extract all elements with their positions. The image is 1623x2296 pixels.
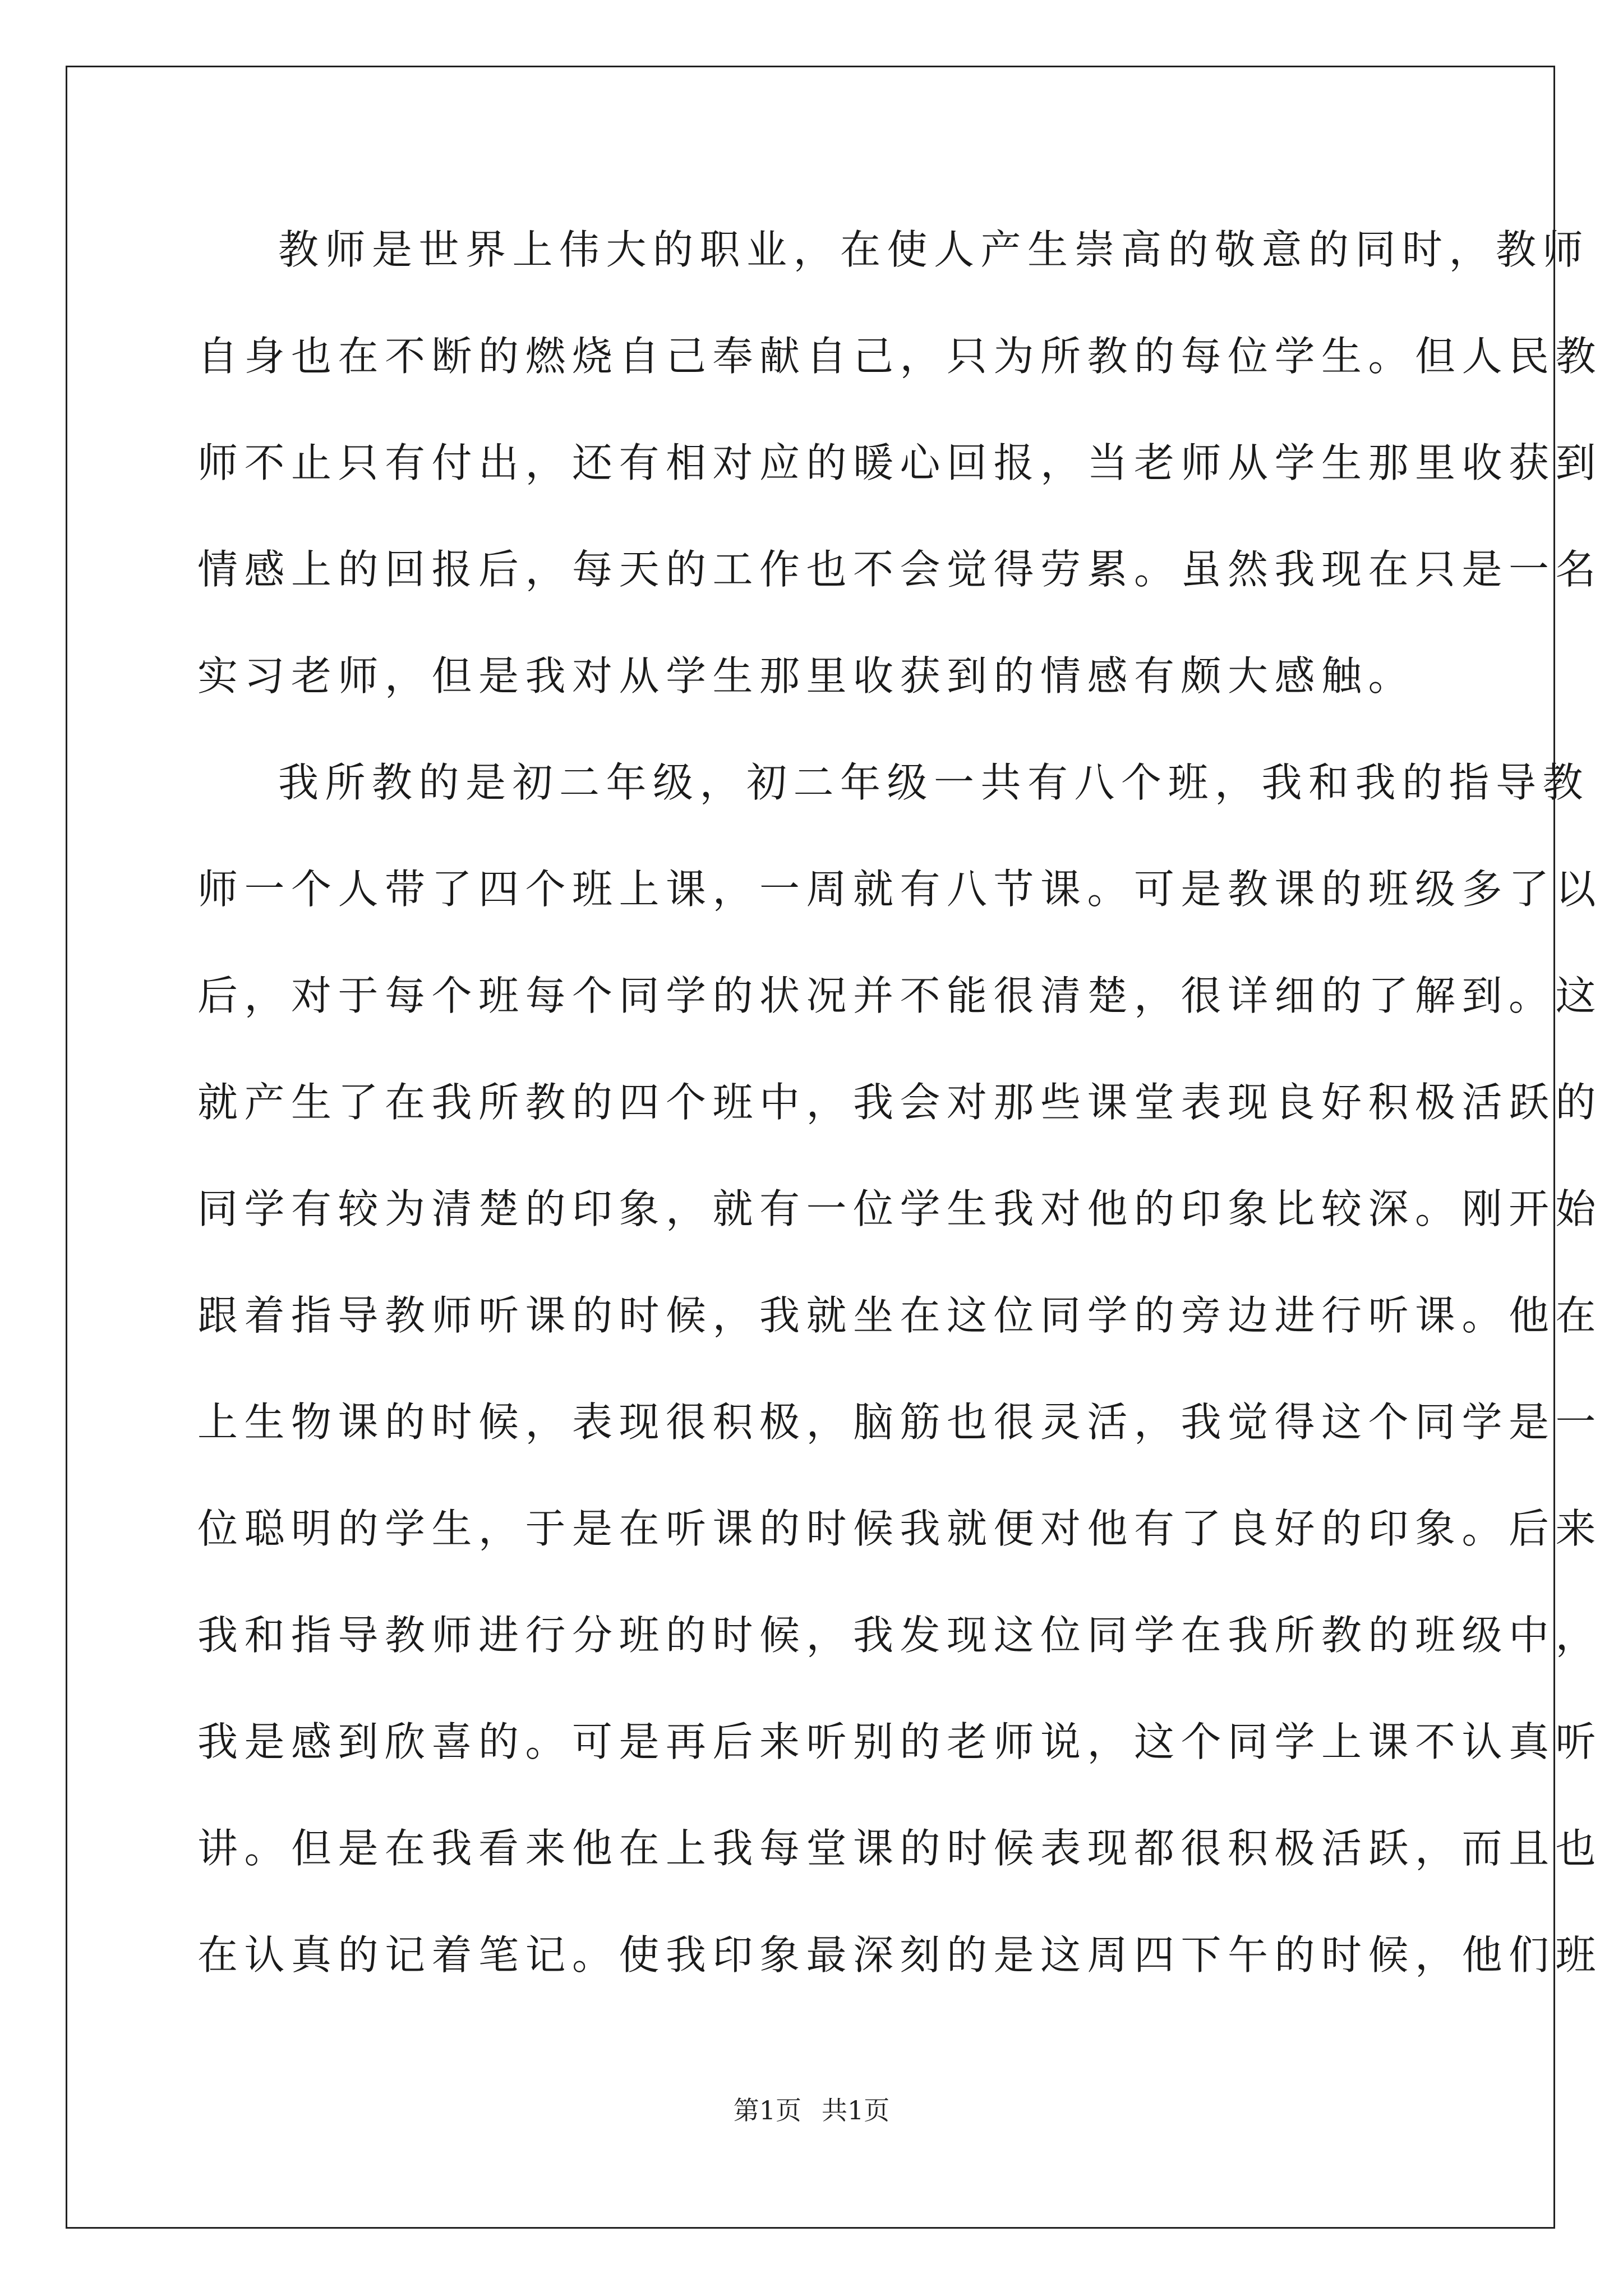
- paragraph-2-line-8: 位聪明的学生，于是在听课的时候我就便对他有了良好的印象。后来: [197, 1505, 1603, 1552]
- paragraph-1-line-3: 师不止只有付出，还有相对应的暖心回报，当老师从学生那里收获到: [197, 439, 1603, 486]
- paragraph-2-line-7: 上生物课的时候，表现很积极，脑筋也很灵活，我觉得这个同学是一: [197, 1398, 1603, 1446]
- paragraph-2-line-12: 在认真的记着笔记。使我印象最深刻的是这周四下午的时候，他们班: [197, 1931, 1603, 1978]
- paragraph-2-line-9: 我和指导教师进行分班的时候，我发现这位同学在我所教的班级中，: [197, 1612, 1603, 1659]
- paragraph-2-line-4: 就产生了在我所教的四个班中，我会对那些课堂表现良好积极活跃的: [197, 1079, 1603, 1126]
- paragraph-1-line-5: 实习老师，但是我对从学生那里收获到的情感有颇大感触。: [197, 652, 1415, 700]
- paragraph-2-line-3: 后，对于每个班每个同学的状况并不能很清楚，很详细的了解到。这: [197, 972, 1603, 1019]
- paragraph-2-line-10: 我是感到欣喜的。可是再后来听别的老师说，这个同学上课不认真听: [197, 1718, 1603, 1765]
- document-body: [197, 216, 1603, 2028]
- paragraph-1-line-4: 情感上的回报后，每天的工作也不会觉得劳累。虽然我现在只是一名: [197, 546, 1603, 593]
- paragraph-2-line-2: 师一个人带了四个班上课，一周就有八节课。可是教课的班级多了以: [197, 866, 1603, 913]
- paragraph-2-line-6: 跟着指导教师听课的时候，我就坐在这位同学的旁边进行听课。他在: [197, 1292, 1603, 1339]
- page-number-current: 第1页: [733, 2095, 801, 2125]
- paragraph-1-line-1: 教师是世界上伟大的职业，在使人产生崇高的敬意的同时，教师: [278, 226, 1590, 273]
- page-footer: [0, 2093, 1623, 2127]
- paragraph-2-line-5: 同学有较为清楚的印象，就有一位学生我对他的印象比较深。刚开始: [197, 1185, 1603, 1232]
- paragraph-2-line-11: 讲。但是在我看来他在上我每堂课的时候表现都很积极活跃，而且也: [197, 1825, 1603, 1872]
- page-number-total: 共1页: [822, 2095, 890, 2125]
- paragraph-2-line-1: 我所教的是初二年级，初二年级一共有八个班，我和我的指导教: [278, 759, 1590, 806]
- paragraph-1-line-2: 自身也在不断的燃烧自己奉献自己，只为所教的每位学生。但人民教: [197, 333, 1603, 380]
